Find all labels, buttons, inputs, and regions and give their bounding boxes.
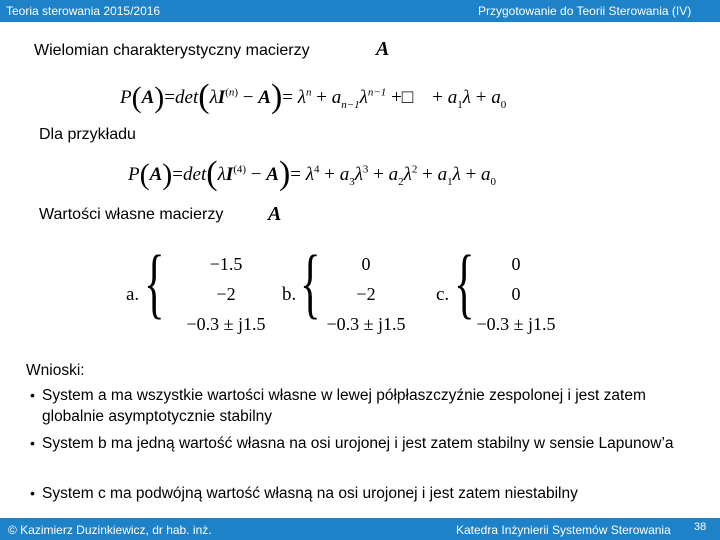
- header-bar: [0, 0, 720, 22]
- eigenvalue: 0: [361, 254, 371, 274]
- eigenvalue: −0.3 ± j1.5: [186, 314, 266, 334]
- char-poly-heading: Wielomian charakterystyczny macierzy: [34, 42, 310, 59]
- char-poly-formula: $P(A)=\det(\lambda I^{(n)} - A)= \lambda^n + a_{n-1}\lambda^{n-1}$ +□ + $a_1\lambda + a_0$: [120, 78, 507, 115]
- bullet-icon: •: [30, 435, 35, 451]
- footer-bar: [0, 518, 720, 540]
- case-label: b.: [282, 284, 297, 305]
- left-brace: {: [144, 239, 165, 326]
- bullet-icon: •: [30, 485, 35, 501]
- eigenvalue: 0: [511, 254, 521, 274]
- author-credit: © Kazimierz Duzinkiewicz, dr hab. inż.: [8, 523, 212, 537]
- eigenvalue: −0.3 ± j1.5: [476, 314, 556, 334]
- example-label: Dla przykładu: [39, 126, 136, 143]
- eigen-matrix-symbol: A: [268, 203, 282, 225]
- eigenvalue: −0.3 ± j1.5: [326, 314, 406, 334]
- matrix-symbol: A: [376, 38, 390, 60]
- course-title: Teoria sterowania 2015/2016: [6, 4, 161, 18]
- left-brace: {: [300, 239, 321, 326]
- lecture-title: Przygotowanie do Teorii Sterowania (IV): [478, 4, 692, 18]
- department-name: Katedra Inżynierii Systemów Sterowania: [456, 523, 671, 537]
- conclusion-text: System c ma podwójną wartość własną na osi urojonej i jest zatem niestabilny: [42, 485, 578, 502]
- conclusion-text: System a ma wszystkie wartości własne w lewej półpłaszczyźnie zespolonej i jest zatem globalnie asymptotycznie stabilny: [42, 387, 646, 425]
- case-label: a.: [126, 284, 140, 305]
- eigenvalue: −2: [356, 284, 376, 304]
- case-label: c.: [436, 284, 450, 305]
- example-formula: $P(A)=\det(\lambda I^{(4)} - A)= \lambda^4 + a_3\lambda^3 + a_2\lambda^2 + a_1\lambda + a_0$: [128, 155, 497, 192]
- eigenvalue: 0: [511, 284, 521, 304]
- bullet-icon: •: [30, 387, 35, 403]
- eigenvalues-label: Wartości własne macierzy: [39, 206, 224, 223]
- eigenvalue: −2: [216, 284, 236, 304]
- conclusions-title: Wnioski:: [26, 362, 85, 379]
- conclusion-text: System b ma jedną wartość własna na osi urojonej i jest zatem stabilny w sensie Lapunow’a: [42, 435, 674, 452]
- page-number: 38: [694, 521, 707, 533]
- eigenvalue: −1.5: [209, 254, 243, 274]
- left-brace: {: [454, 239, 475, 326]
